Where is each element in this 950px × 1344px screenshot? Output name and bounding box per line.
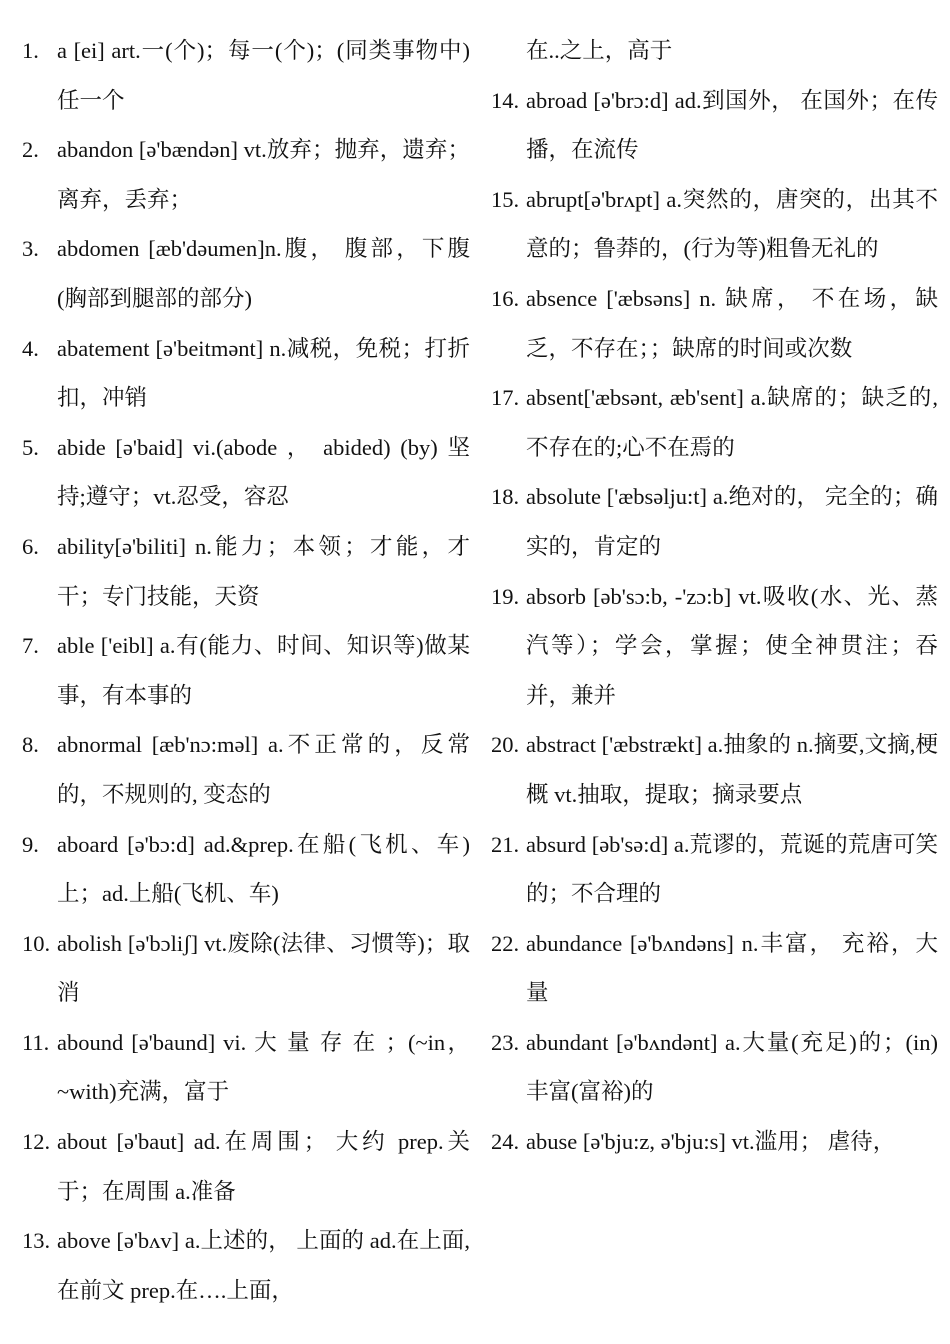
vocab-entry bbox=[491, 572, 938, 721]
entry-text: abundant [ə'bʌndənt] a.大量(充足)的；(in)丰富(富裕)的 bbox=[526, 1029, 938, 1105]
entry-number: 9. bbox=[22, 831, 39, 857]
vocab-entry bbox=[491, 76, 938, 175]
vocab-entry bbox=[491, 274, 938, 373]
entry-text: absurd [əb'sə:d] a.荒谬的，荒诞的荒唐可笑的；不合理的 bbox=[526, 831, 938, 907]
vocab-entry bbox=[491, 1117, 938, 1167]
entry-number: 24. bbox=[491, 1129, 520, 1155]
entry-text: ability[ə'biliti] n.能力；本领；才能，才干；专门技能，天资 bbox=[57, 533, 470, 609]
entry-number: 14. bbox=[491, 87, 520, 113]
entry-number: 13. bbox=[22, 1228, 51, 1254]
entry-text: absolute ['æbsəlju:t] a.绝对的， 完全的；确实的，肯定的 bbox=[526, 484, 938, 559]
entry-text: abrupt[ə'brʌpt] a.突然的，唐突的，出其不意的；鲁莽的，(行为等)粗鲁无礼的 bbox=[526, 186, 938, 262]
entry-text: a [ei] art.一(个)；每一(个)；(同类事物中)任一个 bbox=[57, 38, 470, 113]
entry-number: 4. bbox=[22, 335, 39, 361]
vocab-entry bbox=[22, 1018, 470, 1117]
vocab-entry bbox=[22, 224, 470, 323]
entry-number: 2. bbox=[22, 137, 39, 163]
entry-number: 16. bbox=[491, 285, 520, 311]
vocab-entry bbox=[491, 720, 938, 819]
vocab-entry bbox=[491, 175, 938, 274]
entry-text: abundance [ə'bʌndəns] n.丰富， 充裕，大量 bbox=[526, 930, 938, 1006]
vocab-entry bbox=[22, 1216, 470, 1315]
entry-text: abroad [ə'brɔ:d] ad.到国外， 在国外；在传播，在流传 bbox=[526, 87, 938, 163]
vocab-entry bbox=[491, 820, 938, 919]
vocab-entry bbox=[22, 324, 470, 423]
entry-number: 17. bbox=[491, 385, 520, 411]
entry-number: 11. bbox=[22, 1029, 50, 1055]
entry-number: 6. bbox=[22, 533, 39, 559]
entry-number: 1. bbox=[22, 38, 39, 63]
entry-number: 3. bbox=[22, 236, 39, 262]
entry-number: 12. bbox=[22, 1129, 51, 1155]
entry-text: abolish [ə'bɔliʃ] vt.废除(法律、习惯等)；取消 bbox=[57, 930, 470, 1006]
vocab-entry bbox=[22, 26, 470, 125]
vocab-entry bbox=[491, 1018, 938, 1117]
vocab-entry bbox=[22, 919, 470, 1018]
vocab-entry bbox=[22, 423, 470, 522]
vocab-entry bbox=[491, 472, 938, 571]
entry-number: 19. bbox=[491, 583, 520, 609]
vocab-entry bbox=[491, 919, 938, 1018]
entry-number: 10. bbox=[22, 930, 51, 956]
vocab-entry bbox=[22, 621, 470, 720]
vocab-entry bbox=[22, 720, 470, 819]
entry-text: abandon [ə'bændən] vt.放弃；抛弃，遗弃；离弃，丢弃； bbox=[57, 137, 470, 212]
entry-text: able ['eibl] a.有(能力、时间、知识等)做某事，有本事的 bbox=[57, 633, 470, 708]
entry-text: aboard [ə'bɔ:d] ad.&prep.在船(飞机、车)上；ad.上船(飞机、车) bbox=[57, 831, 470, 907]
entry-text: abide [ə'baid] vi.(abode ， abided) (by) 坚持;遵守；vt.忍受，容忍 bbox=[57, 434, 470, 510]
entry-number: 5. bbox=[22, 434, 39, 460]
entry-text: about [ə'baut] ad.在周围； 大约 prep.关于；在周围 a.准备 bbox=[57, 1129, 470, 1204]
entry-number: 23. bbox=[491, 1029, 520, 1055]
entry-text: abnormal [æb'nɔ:məl] a.不正常的，反常的，不规则的, 变态的 bbox=[57, 732, 470, 807]
entry-text: above [ə'bʌv] a.上述的， 上面的 ad.在上面,在前文 prep.在….上面， bbox=[57, 1228, 470, 1303]
entry-number: 21. bbox=[491, 831, 520, 857]
entry-text: abatement [ə'beitmənt] n.减税，免税；打折扣，冲销 bbox=[57, 335, 470, 411]
vocab-entry bbox=[22, 522, 470, 621]
entry-text: abound [ə'baund] vi. 大 量 存 在 ；(~in，~with)充满，富于 bbox=[57, 1029, 470, 1105]
entry-continuation: 在..之上，高于 bbox=[526, 38, 673, 63]
entry-text: abdomen [æb'dəumen]n.腹， 腹部，下腹(胸部到腿部的部分) bbox=[57, 236, 470, 311]
entry-number: 22. bbox=[491, 930, 520, 956]
entry-text: abuse [ə'bju:z, ə'bju:s] vt.滥用； 虐待， bbox=[526, 1129, 896, 1155]
left-column bbox=[22, 26, 470, 1315]
entry-number: 8. bbox=[22, 732, 39, 758]
entry-number: 18. bbox=[491, 484, 520, 510]
vocab-entry bbox=[491, 373, 938, 472]
vocab-entry bbox=[22, 125, 470, 224]
entry-number: 15. bbox=[491, 186, 520, 212]
entry-number: 20. bbox=[491, 732, 520, 758]
entry-text: abstract ['æbstrækt] a.抽象的 n.摘要,文摘,梗概 vt.抽取，提取；摘录要点 bbox=[526, 732, 938, 807]
vocab-entry bbox=[22, 1117, 470, 1216]
entry-number: 7. bbox=[22, 633, 39, 659]
entry-text: absence ['æbsəns] n. 缺席， 不在场，缺乏，不存在；；缺席的时间或次数 bbox=[526, 285, 938, 361]
right-column bbox=[491, 26, 938, 1167]
vocab-entry bbox=[22, 820, 470, 919]
entry-text: absent['æbsənt, æb'sent] a.缺席的；缺乏的,不存在的;心不在焉的 bbox=[526, 385, 938, 460]
entry-text: absorb [əb'sɔ:b, -'zɔ:b] vt.吸收(水、光、蒸汽等）；学会，掌握；使全神贯注；吞并，兼并 bbox=[526, 583, 938, 708]
